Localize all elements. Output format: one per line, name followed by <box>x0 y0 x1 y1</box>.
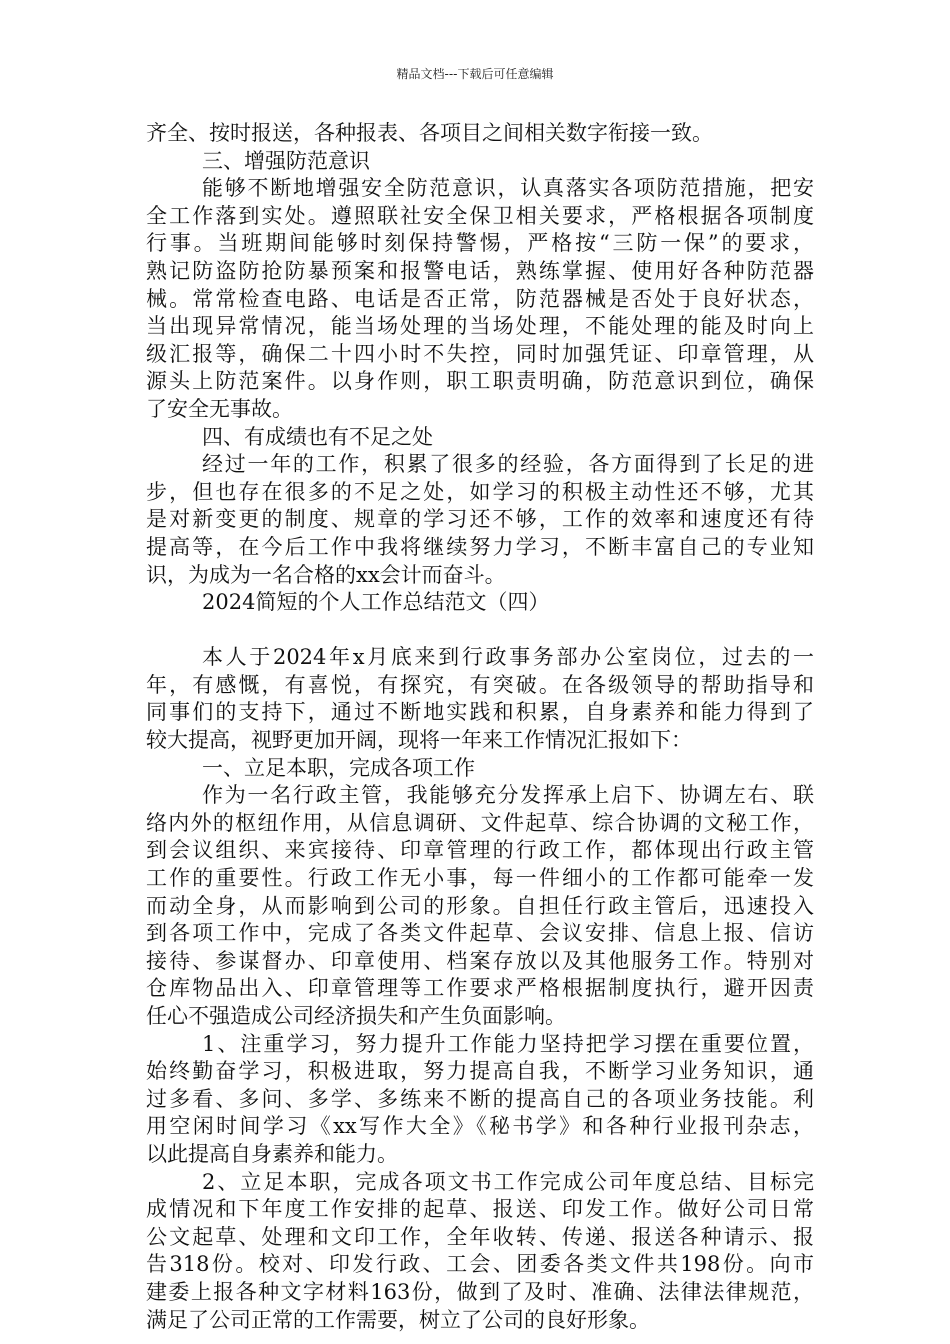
text-line: 接待、参谋督办、印章使用、档案存放以及其他服务工作。特别对 <box>146 948 814 973</box>
section-heading: 四、有成绩也有不足之处 <box>202 424 433 449</box>
text-line: 1、注重学习，努力提升工作能力坚持把学习摆在重要位置， <box>202 1031 814 1056</box>
text-line: 成情况和下年度工作安排的起草、报送、印发工作。做好公司日常 <box>146 1197 814 1222</box>
text-line: 用空闲时间学习《xx写作大全》《秘书学》和各种行业报刊杂志， <box>146 1114 814 1139</box>
text-line: 较大提高，视野更加开阔，现将一年来工作情况汇报如下： <box>146 728 692 753</box>
text-line: 源头上防范案件。以身作则，职工职责明确，防范意识到位，确保 <box>146 369 814 394</box>
text-line: 建委上报各种文字材料163份，做到了及时、准确、法律法律规范， <box>146 1279 814 1304</box>
text-line: 齐全、按时报送，各种报表、各项目之间相关数字衔接一致。 <box>146 121 713 145</box>
text-line: 仓库物品出入、印章管理等工作要求严格根据制度执行，避开因责 <box>146 976 814 1001</box>
text-line: 熟记防盗防抢防暴预案和报警电话，熟练掌握、使用好各种防范器 <box>146 258 814 283</box>
text-line: 当出现异常情况，能当场处理的当场处理，不能处理的能及时向上 <box>146 314 814 339</box>
blank-line <box>146 617 814 645</box>
section-heading: 三、增强防范意识 <box>202 148 370 173</box>
text-line: 同事们的支持下，通过不断地实践和积累，自身素养和能力得到了 <box>146 700 814 725</box>
text-line: 步，但也存在很多的不足之处，如学习的积极主动性还不够，尤其 <box>146 479 814 504</box>
text-line: 告318份。校对、印发行政、工会、团委各类文件共198份。向市 <box>146 1252 814 1277</box>
text-line: 提高等，在今后工作中我将继续努力学习，不断丰富自己的专业知 <box>146 534 814 559</box>
text-line: 任心不强造成公司经济损失和产生负面影响。 <box>146 1004 566 1028</box>
text-line: 本人于2024年x月底来到行政事务部办公室岗位，过去的一 <box>202 645 814 670</box>
section-heading: 一、立足本职，完成各项工作 <box>202 755 475 780</box>
document-body <box>146 120 814 1334</box>
text-line: 是对新变更的制度、规章的学习还不够，工作的效率和速度还有待 <box>146 507 814 532</box>
text-line: 始终勤奋学习，积极进取，努力提高自我，不断学习业务知识，通 <box>146 1059 814 1084</box>
text-line: 到会议组织、来宾接待、印章管理的行政工作，都体现出行政主管 <box>146 838 814 863</box>
text-line: 满足了公司正常的工作需要，树立了公司的良好形象。 <box>146 1307 650 1332</box>
text-line: 年，有感慨，有喜悦，有探究，有突破。在各级领导的帮助指导和 <box>146 672 814 697</box>
text-line: 公文起草、处理和文印工作，全年收转、传递、报送各种请示、报 <box>146 1224 814 1249</box>
text-line: 工作的重要性。行政工作无小事，每一件细小的工作都可能牵一发 <box>146 866 814 891</box>
text-line: 全工作落到实处。遵照联社安全保卫相关要求，严格根据各项制度 <box>146 203 814 228</box>
text-line: 行事。当班期间能够时刻保持警惕，严格按“三防一保”的要求， <box>146 231 814 256</box>
text-line: 级汇报等，确保二十四小时不失控，同时加强凭证、印章管理，从 <box>146 341 814 366</box>
text-line: 到各项工作中，完成了各类文件起草、会议安排、信息上报、信访 <box>146 921 814 946</box>
text-line: 络内外的枢纽作用，从信息调研、文件起草、综合协调的文秘工作， <box>146 810 814 835</box>
text-line: 过多看、多问、多学、多练来不断的提高自己的各项业务技能。利 <box>146 1086 814 1111</box>
text-line: 作为一名行政主管，我能够充分发挥承上启下、协调左右、联 <box>202 783 814 808</box>
document-subtitle: 2024简短的个人工作总结范文（四） <box>202 590 550 615</box>
text-line: 2、立足本职，完成各项文书工作完成公司年度总结、目标完 <box>202 1169 814 1194</box>
text-line: 识，为成为一名合格的xx会计而奋斗。 <box>146 562 506 587</box>
text-line: 而动全身，从而影响到公司的形象。自担任行政主管后，迅速投入 <box>146 893 814 918</box>
text-line: 械。常常检查电路、电话是否正常，防范器械是否处于良好状态， <box>146 286 814 311</box>
page-header: 精品文档---下载后可任意编辑 <box>396 67 554 81</box>
text-line: 了安全无事故。 <box>146 396 293 421</box>
text-line: 以此提高自身素养和能力。 <box>146 1141 398 1166</box>
text-line: 经过一年的工作，积累了很多的经验，各方面得到了长足的进 <box>202 452 814 477</box>
text-line: 能够不断地增强安全防范意识，认真落实各项防范措施，把安 <box>202 176 814 201</box>
